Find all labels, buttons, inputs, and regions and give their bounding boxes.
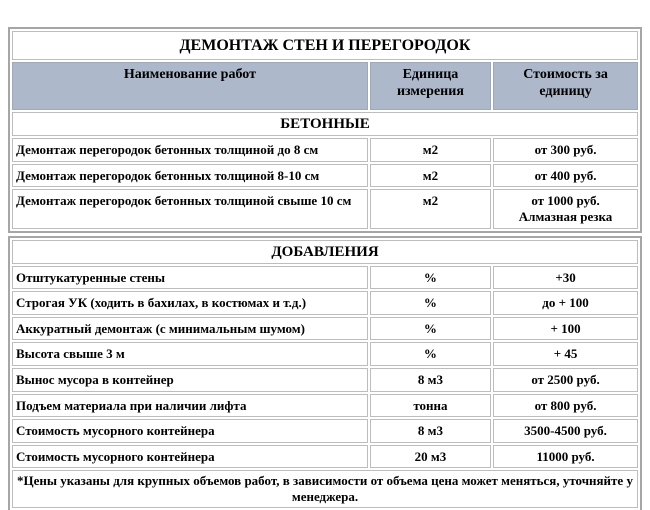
price-cell: 3500-4500 руб. [493, 419, 638, 443]
table-row [12, 317, 638, 341]
work-name-cell: Вынос мусора в контейнер [12, 368, 368, 392]
price-cell: 11000 руб. [493, 445, 638, 469]
table-row [12, 189, 638, 228]
price-line: от 1000 руб. [531, 193, 600, 209]
price-cell: от 800 руб. [493, 394, 638, 418]
work-name-cell: Высота свыше 3 м [12, 342, 368, 366]
table-row [12, 138, 638, 162]
work-name-cell: Стоимость мусорного контейнера [12, 445, 368, 469]
footnote: *Цены указаны для крупных объемов работ, в зависимости от объема цена может меняться, уточняйте у менеджера. [12, 470, 638, 507]
unit-cell: м2 [370, 189, 491, 228]
work-name-cell: Демонтаж перегородок бетонных толщиной свыше 10 см [12, 189, 368, 228]
unit-cell: 8 м3 [370, 368, 491, 392]
unit-cell: м2 [370, 138, 491, 162]
price-cell: от 2500 руб. [493, 368, 638, 392]
section-row [12, 112, 638, 136]
table-row [12, 291, 638, 315]
work-name-cell: Демонтаж перегородок бетонных толщиной до 8 см [12, 138, 368, 162]
unit-cell: % [370, 342, 491, 366]
additions-price-table [8, 236, 642, 510]
work-name-cell: Подъем материала при наличии лифта [12, 394, 368, 418]
table-row [12, 342, 638, 366]
unit-cell: 20 м3 [370, 445, 491, 469]
footnote-row [12, 470, 638, 507]
price-cell: + 100 [493, 317, 638, 341]
unit-cell: % [370, 291, 491, 315]
section-row [12, 240, 638, 264]
table-row [12, 445, 638, 469]
work-name-cell: Отштукатуренные стены [12, 266, 368, 290]
table-row [12, 266, 638, 290]
price-note: Алмазная резка [518, 208, 613, 224]
demolition-price-table [8, 27, 642, 233]
column-header-price: Стоимость за единицу [493, 62, 638, 110]
price-cell: от 400 руб. [493, 164, 638, 188]
work-name-cell: Демонтаж перегородок бетонных толщиной 8-10 см [12, 164, 368, 188]
table-row [12, 368, 638, 392]
table-row [12, 394, 638, 418]
column-header-unit: Единица измерения [370, 62, 491, 110]
table-title: ДЕМОНТАЖ СТЕН И ПЕРЕГОРОДОК [12, 31, 638, 60]
table-row [12, 164, 638, 188]
table-row [12, 419, 638, 443]
work-name-cell: Аккуратный демонтаж (с минимальным шумом) [12, 317, 368, 341]
table-title-row [12, 31, 638, 60]
column-header-name: Наименование работ [12, 62, 368, 110]
unit-cell: 8 м3 [370, 419, 491, 443]
work-name-cell: Стоимость мусорного контейнера [12, 419, 368, 443]
column-header-row [12, 62, 638, 110]
unit-cell: % [370, 317, 491, 341]
unit-cell: м2 [370, 164, 491, 188]
unit-cell: % [370, 266, 491, 290]
price-cell: до + 100 [493, 291, 638, 315]
price-cell: + 45 [493, 342, 638, 366]
work-name-cell: Строгая УК (ходить в бахилах, в костюмах и т.д.) [12, 291, 368, 315]
section-title-concrete: БЕТОННЫЕ [12, 112, 638, 136]
price-cell: от 300 руб. [493, 138, 638, 162]
price-cell [493, 189, 638, 228]
price-cell: +30 [493, 266, 638, 290]
unit-cell: тонна [370, 394, 491, 418]
section-title-additions: ДОБАВЛЕНИЯ [12, 240, 638, 264]
